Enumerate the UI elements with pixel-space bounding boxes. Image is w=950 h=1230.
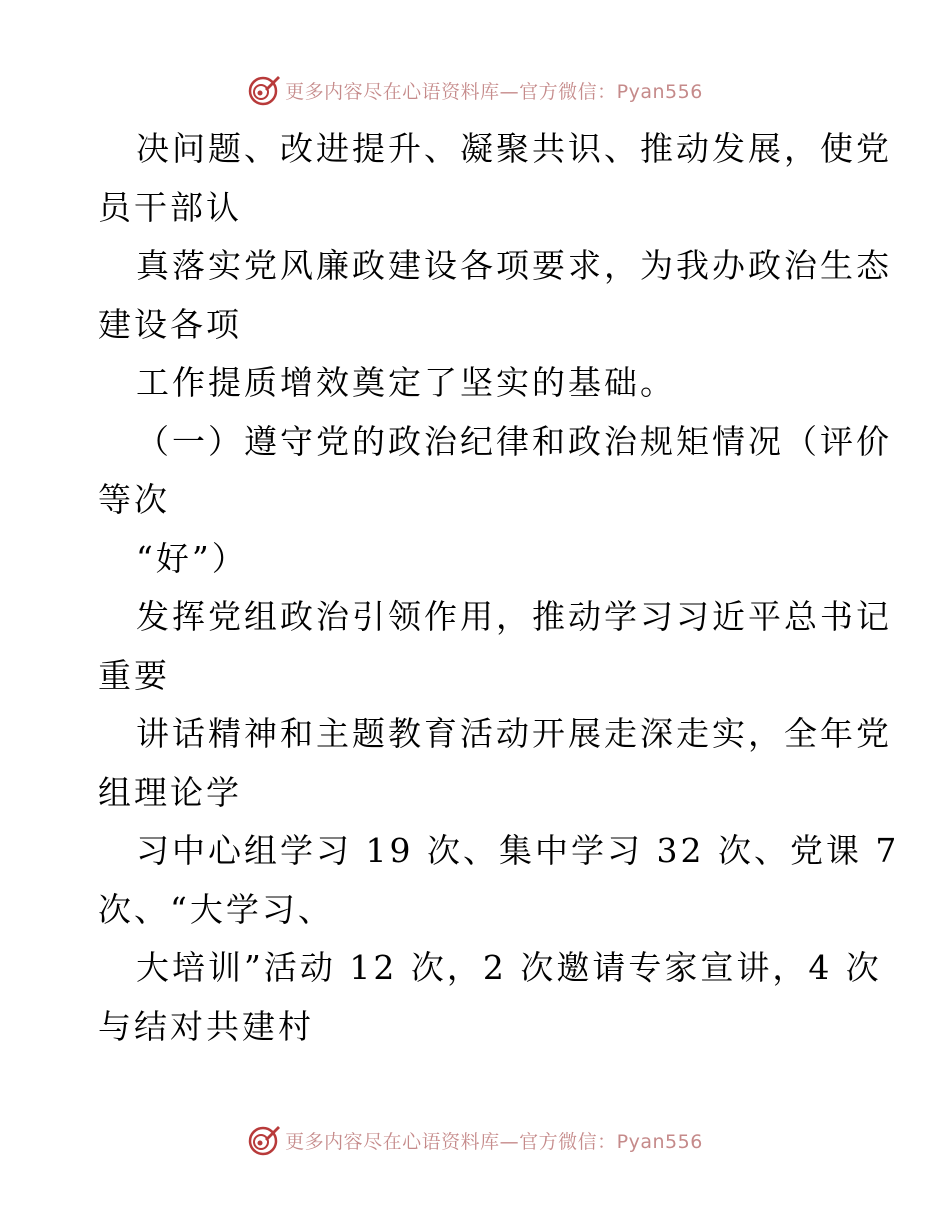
header-banner-text: 更多内容尽在心语资料库—官方微信：Pyan556 [285, 80, 703, 103]
body-line: 大培训”活动 12 次，2 次邀请专家宣讲，4 次 [136, 948, 882, 987]
body-line: 讲话精神和主题教育活动开展走深走实，全年党 [136, 714, 892, 753]
footer-banner [0, 1120, 950, 1160]
swirl-pen-logo-icon [247, 73, 281, 107]
body-line: 建设各项 [98, 304, 242, 344]
swirl-pen-logo-icon [247, 1123, 281, 1157]
footer-banner-text: 更多内容尽在心语资料库—官方微信：Pyan556 [285, 1130, 703, 1153]
body-line: 工作提质增效奠定了坚实的基础。 [136, 363, 676, 402]
body-line: 决问题、改进提升、凝聚共识、推动发展，使党 [136, 129, 892, 168]
section-heading-line: 等次 [98, 480, 170, 519]
body-line: 员干部认 [98, 187, 242, 227]
body-line: 与结对共建村 [98, 1006, 314, 1046]
body-line: 真落实党风廉政建设各项要求，为我办政治生态 [136, 246, 892, 285]
header-banner [0, 70, 950, 110]
section-heading-line: （一）遵守党的政治纪律和政治规矩情况（评价 [136, 421, 892, 461]
body-line: 次、“大学习、 [98, 889, 334, 929]
body-line: 习中心组学习 19 次、集中学习 32 次、党课 7 [136, 831, 900, 870]
body-line: 重要 [98, 655, 170, 695]
document-body [98, 120, 900, 1056]
section-heading-line: “好”） [136, 538, 248, 578]
body-line: 发挥党组政治引领作用，推动学习习近平总书记 [136, 597, 892, 636]
body-line: 组理论学 [98, 772, 242, 812]
